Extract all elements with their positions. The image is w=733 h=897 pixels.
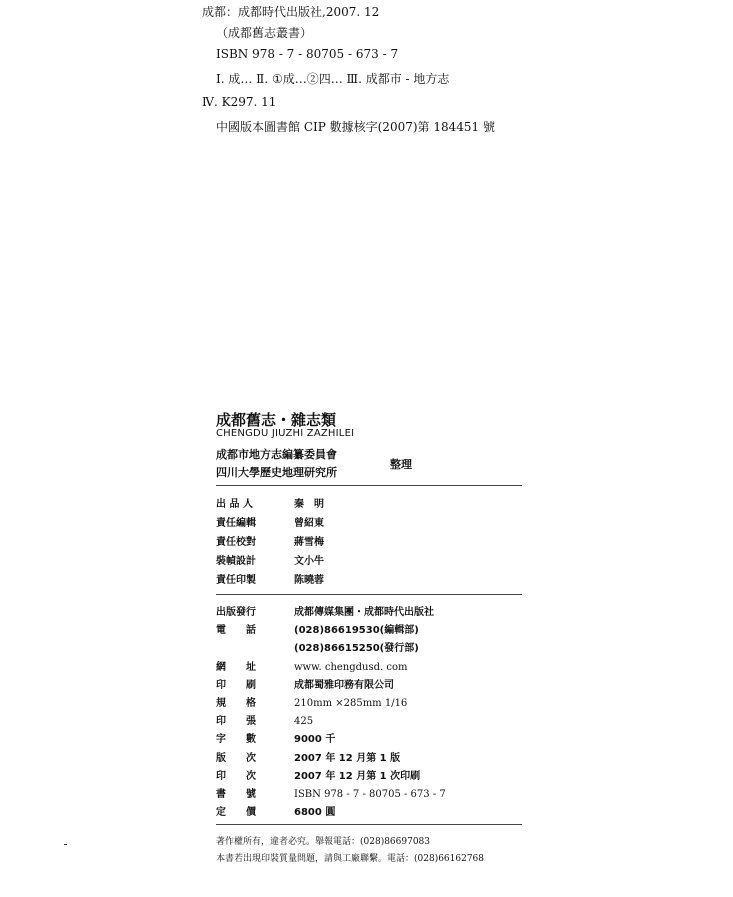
publishing-label: 網 址	[216, 662, 256, 673]
publishing-value: 成都傳媒集團・成都時代出版社	[294, 607, 434, 618]
publishing-label: 版 次	[216, 753, 256, 764]
editor-org-2: 四川大學歷史地理研究所	[216, 466, 337, 479]
publishing-label: 書 號	[216, 789, 256, 800]
credit-label: 出 品 人	[216, 499, 253, 510]
cip-line-publisher: 成都：成都時代出版社,2007. 12	[202, 5, 380, 19]
credit-value: 曾紹東	[294, 518, 324, 529]
quality-notice: 本書若出現印裝質量問題，請與工廠聯繫。電話：(028)66162768	[216, 854, 485, 864]
credit-label: 責任印製	[216, 575, 256, 586]
publishing-value[interactable]: www. chengdusd. com	[294, 662, 408, 673]
publishing-value: 210mm ×285mm 1/16	[294, 698, 408, 709]
cip-line-isbn: ISBN 978 - 7 - 80705 - 673 - 7	[216, 47, 399, 61]
credit-label: 責任編輯	[216, 518, 256, 529]
credit-label: 責任校對	[216, 537, 256, 548]
cip-line-series: （成都舊志叢書）	[216, 26, 313, 40]
editor-role: 整理	[390, 458, 412, 471]
divider-middle	[216, 594, 522, 595]
publishing-label: 定 價	[216, 807, 256, 818]
credit-value: 蔣雪梅	[294, 537, 324, 548]
stray-mark	[64, 844, 67, 845]
book-title-pinyin: CHENGDU JIUZHI ZAZHILEI	[216, 428, 355, 439]
publishing-label: 印 次	[216, 771, 256, 782]
publishing-value: 成都蜀雅印務有限公司	[294, 680, 394, 691]
copyright-notice: 著作權所有，違者必究。舉報電話：(028)86697083	[216, 837, 431, 847]
publishing-value: 2007 年 12 月第 1 版	[294, 753, 401, 764]
publishing-value: 2007 年 12 月第 1 次印刷	[294, 771, 421, 782]
publishing-value: 425	[294, 716, 314, 727]
credit-value: 陈曉蓉	[294, 575, 324, 586]
cip-line-subjects: Ⅰ. 成… Ⅱ. ①成…②四… Ⅲ. 成都市 - 地方志	[216, 72, 450, 86]
publishing-label: 印 刷	[216, 680, 256, 691]
publishing-label: 印 張	[216, 716, 256, 727]
publishing-value: 6800 圓	[294, 807, 336, 818]
publishing-label: 電 話	[216, 625, 256, 636]
credit-value: 文小牛	[294, 556, 324, 567]
publishing-label: 出版發行	[216, 607, 256, 618]
credit-value: 秦 明	[294, 499, 324, 510]
divider-top	[216, 485, 522, 486]
publishing-value: (028)86619530(編輯部)	[294, 625, 419, 636]
book-title: 成都舊志・雜志類	[216, 411, 337, 429]
publishing-value: ISBN 978 - 7 - 80705 - 673 - 7	[294, 789, 446, 800]
publishing-value: (028)86615250(發行部)	[294, 643, 419, 654]
publishing-value: 9000 千	[294, 734, 336, 745]
divider-bottom	[216, 824, 522, 825]
editor-org-1: 成都市地方志編纂委員會	[216, 448, 337, 461]
publishing-label: 規 格	[216, 698, 256, 709]
publishing-label: 字 數	[216, 734, 256, 745]
credit-label: 裝幀設計	[216, 556, 256, 567]
cip-line-record-number: 中國版本圖書館 CIP 數據核字(2007)第 184451 號	[216, 120, 495, 134]
cip-line-classification: Ⅳ. K297. 11	[202, 95, 277, 109]
